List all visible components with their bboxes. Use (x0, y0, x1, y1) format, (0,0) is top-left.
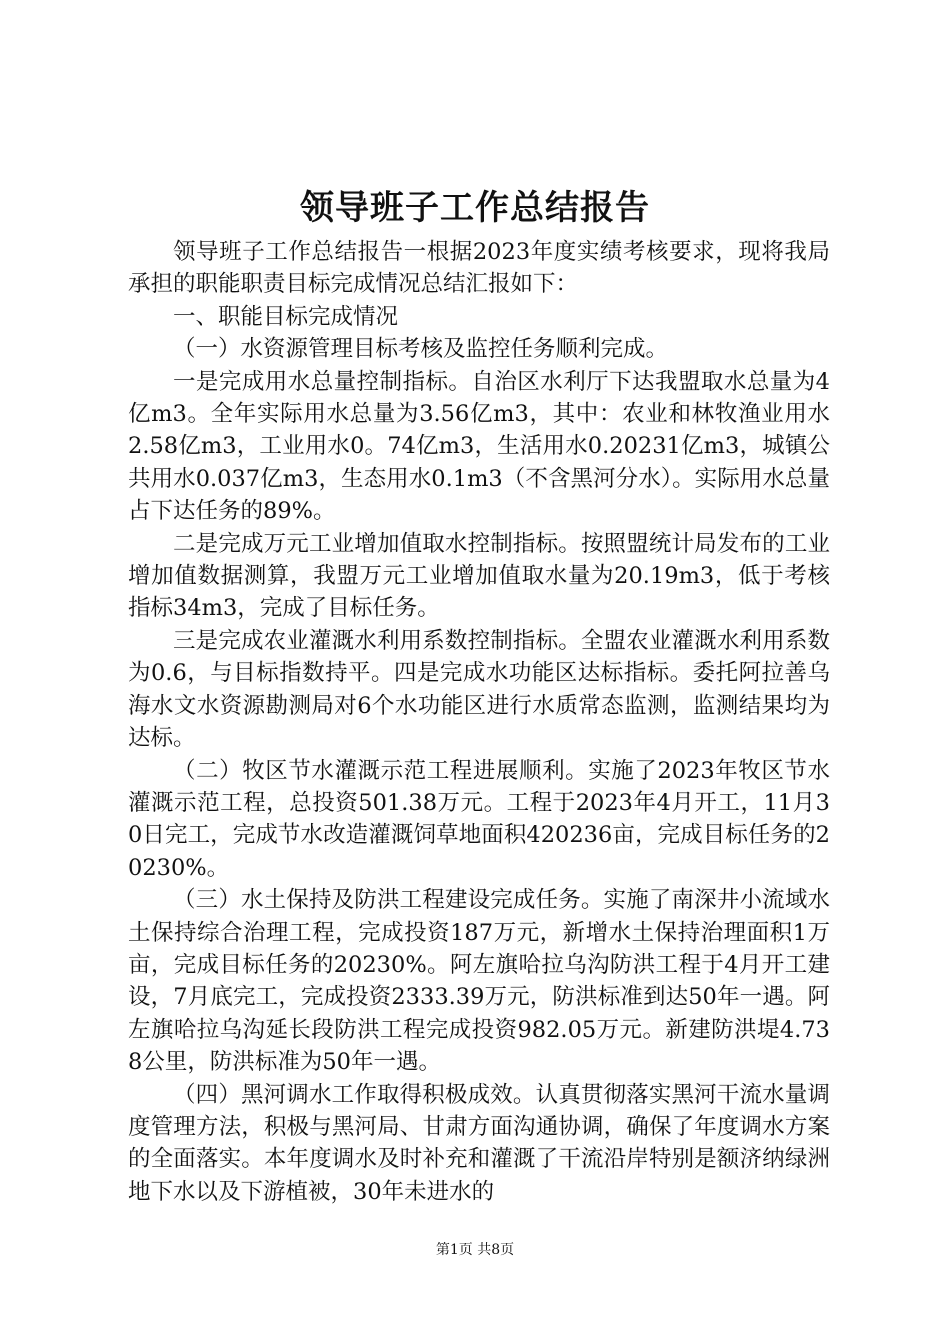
page-footer: 第1页 共8页 (435, 1242, 515, 1258)
paragraph: （四）黑河调水工作取得积极成效。认真贯彻落实黑河干流水量调度管理方法，积极与黑河局、甘肃方面沟通协调，确保了年度调水方案的全面落实。本年度调水及时补充和灌溉了干流沿岸特别是额济纳绿洲地下水以及下游植被，30年未进水的 (128, 1081, 830, 1205)
document-body (128, 236, 830, 1208)
document-title: 领导班子工作总结报告 (300, 188, 650, 228)
paragraph: 一、职能目标完成情况 (173, 303, 399, 330)
paragraph: 二是完成万元工业增加值取水控制指标。按照盟统计局发布的工业增加值数据测算，我盟万元工业增加值取水量为20.19m3，低于考核指标34m3，完成了目标任务。 (128, 530, 830, 622)
paragraph: 一是完成用水总量控制指标。自治区水利厅下达我盟取水总量为4亿m3。全年实际用水总量为3.56亿m3，其中：农业和林牧渔业用水2.58亿m3，工业用水0。74亿m3，生活用水0.20231亿m3，城镇公共用水0.037亿m3，生态用水0.1m3（不含黑河分水）。实际用水总量占下达任务的89%。 (128, 368, 830, 525)
paragraph: 领导班子工作总结报告一根据2023年度实绩考核要求，现将我局承担的职能职责目标完成情况总结汇报如下： (128, 239, 830, 298)
paragraph: （三）水土保持及防洪工程建设完成任务。实施了南深井小流域水土保持综合治理工程，完成投资187万元，新增水土保持治理面积1万亩，完成目标任务的20230%。阿左旗哈拉乌沟防洪工程于4月开工建设，7月底完工，完成投资2333.39万元，防洪标准到达50年一遇。阿左旗哈拉乌沟延长段防洪工程完成投资982.05万元。新建防洪堤4.738公里，防洪标准为50年一遇。 (128, 887, 830, 1076)
paragraph: （一）水资源管理目标考核及监控任务顺利完成。 (173, 336, 669, 363)
paragraph: 三是完成农业灌溉水利用系数控制指标。全盟农业灌溉水利用系数为0.6，与目标指数持平。四是完成水功能区达标指标。委托阿拉善乌海水文水资源勘测局对6个水功能区进行水质常态监测，监测结果均为达标。 (128, 627, 830, 752)
paragraph: （二）牧区节水灌溉示范工程进展顺利。实施了2023年牧区节水灌溉示范工程，总投资501.38万元。工程于2023年4月开工，11月30日完工，完成节水改造灌溉饲草地面积420236亩，完成目标任务的20230%。 (128, 757, 830, 881)
